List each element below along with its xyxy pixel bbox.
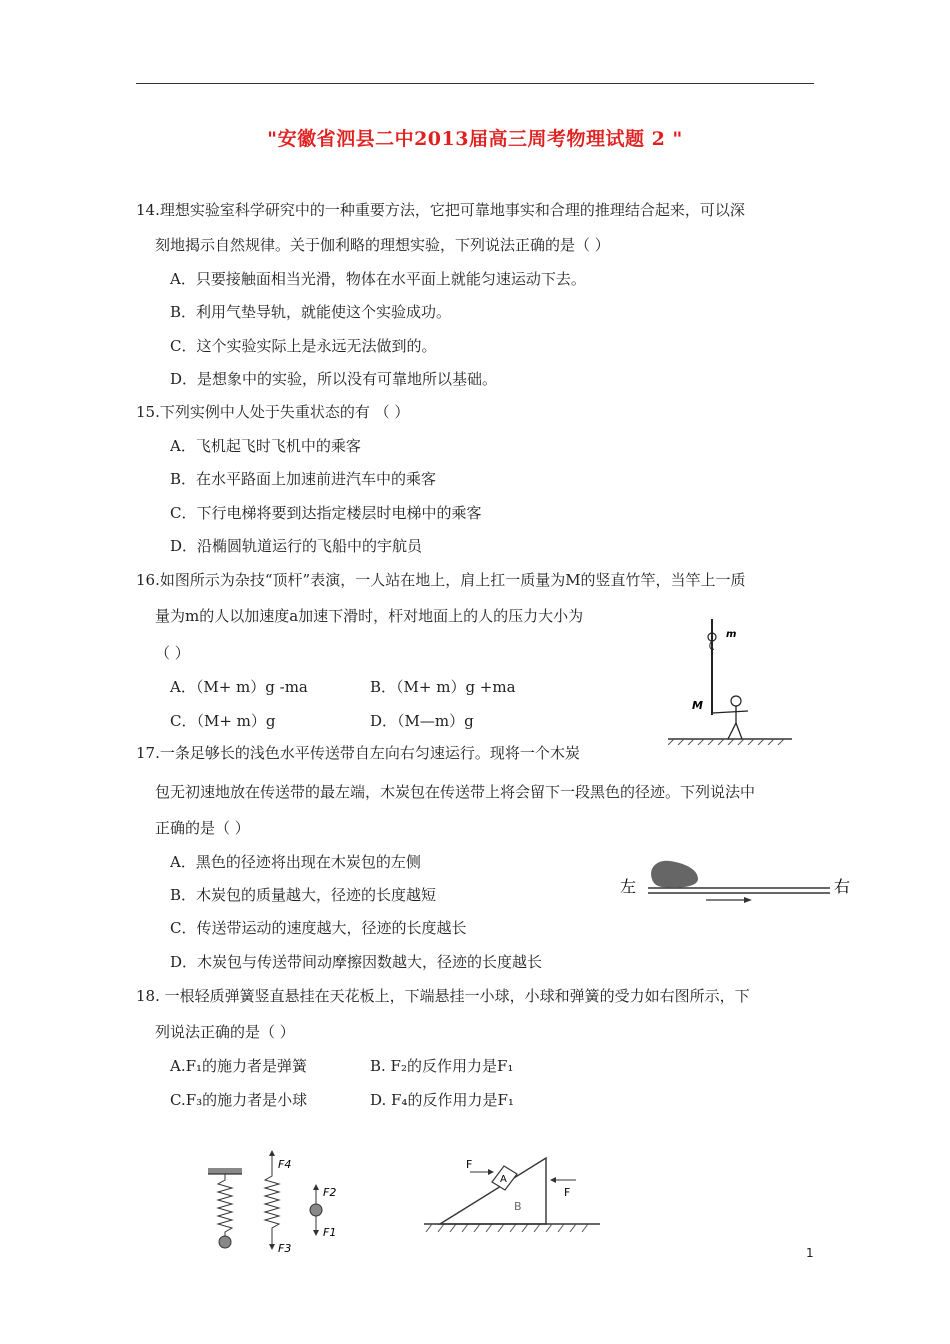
charcoal-bag bbox=[651, 861, 698, 888]
q15-option-a: A．飞机起飞时飞机中的乘客 bbox=[170, 437, 361, 455]
q15-option-b: B．在水平路面上加速前进汽车中的乘客 bbox=[170, 470, 437, 488]
label-left: 左 bbox=[620, 877, 637, 896]
incline-block-figure bbox=[422, 1152, 602, 1242]
q14-line2: 刻地揭示自然规律。关于伽利略的理想实验，下列说法正确的是（ ） bbox=[155, 236, 610, 254]
conveyor-belt-figure bbox=[618, 855, 858, 905]
q16-line2: 量为m的人以加速度a加速下滑时，杆对地面上的人的压力大小为 bbox=[155, 607, 584, 625]
q18-option-d: D. F₄的反作用力是F₁ bbox=[370, 1091, 514, 1109]
q16-option-a: A．（M+ m）g -ma bbox=[170, 678, 308, 696]
label-f-left: F bbox=[466, 1158, 473, 1171]
q17-option-d: D．木炭包与传送带间动摩擦因数越大，径迹的长度越长 bbox=[170, 953, 543, 971]
q16-option-b: B．（M+ m）g +ma bbox=[370, 678, 516, 696]
q14-option-a: A．只要接触面相当光滑，物体在水平面上就能匀速运动下去。 bbox=[170, 270, 586, 288]
label-f-right: F bbox=[564, 1186, 571, 1199]
q17-line2: 包无初速地放在传送带的最左端，木炭包在传送带上将会留下一段黑色的径迹。下列说法中 bbox=[155, 783, 756, 801]
q16-line1: 16.如图所示为杂技“顶杆”表演，一人站在地上，肩上扛一质量为M的竖直竹竿，当竿上一质 bbox=[136, 571, 746, 589]
q16-line3: （ ） bbox=[155, 644, 190, 662]
header-rule bbox=[136, 83, 814, 84]
q14-option-d: D．是想象中的实验，所以没有可靠地所以基础。 bbox=[170, 370, 498, 388]
q14-line1: 14.理想实验室科学研究中的一种重要方法，它把可靠地事实和合理的推理结合起来，可以深 bbox=[136, 201, 745, 219]
label-M: M bbox=[692, 699, 703, 712]
q17-option-a: A．黑色的径迹将出现在木炭包的左侧 bbox=[170, 853, 421, 871]
label-f3: F3 bbox=[278, 1242, 292, 1255]
q16-option-d: D．（M—m）g bbox=[370, 712, 474, 730]
q17-option-c: C．传送带运动的速度越大，径迹的长度越长 bbox=[170, 919, 467, 937]
label-right: 右 bbox=[834, 877, 851, 896]
q15-option-c: C．下行电梯将要到达指定楼层时电梯中的乘客 bbox=[170, 504, 482, 522]
q14-option-b: B．利用气垫导轨，就能使这个实验成功。 bbox=[170, 303, 452, 321]
q15-line1: 15.下列实例中人处于失重状态的有 （ ） bbox=[136, 403, 410, 421]
page-title: "安徽省泗县二中2013届高三周考物理试题 2 " bbox=[267, 128, 683, 150]
q17-line1: 17.一条足够长的浅色水平传送带自左向右匀速运行。现将一个木炭 bbox=[136, 744, 580, 762]
pole-climber-figure bbox=[668, 615, 798, 745]
page-number: 1 bbox=[806, 1246, 814, 1260]
spring-force-figure bbox=[200, 1148, 360, 1258]
q18-line2: 列说法正确的是（ ） bbox=[155, 1023, 295, 1041]
q18-line1: 18. 一根轻质弹簧竖直悬挂在天花板上，下端悬挂一小球，小球和弹簧的受力如右图所示，下 bbox=[136, 987, 750, 1005]
q14-option-c: C．这个实验实际上是永远无法做到的。 bbox=[170, 337, 437, 355]
q18-option-a: A.F₁的施力者是弹簧 bbox=[170, 1057, 308, 1075]
q17-line3: 正确的是（ ） bbox=[155, 819, 250, 837]
label-f4: F4 bbox=[278, 1158, 292, 1171]
label-f2: F2 bbox=[323, 1186, 337, 1199]
label-block-a: A bbox=[500, 1174, 507, 1185]
q17-option-b: B．木炭包的质量越大，径迹的长度越短 bbox=[170, 886, 437, 904]
label-m: m bbox=[726, 629, 737, 640]
q16-option-c: C．（M+ m）g bbox=[170, 712, 276, 730]
q18-option-b: B. F₂的反作用力是F₁ bbox=[370, 1057, 514, 1075]
q15-option-d: D．沿椭圆轨道运行的飞船中的宇航员 bbox=[170, 537, 423, 555]
label-block-b: B bbox=[514, 1200, 522, 1213]
label-f1: F1 bbox=[323, 1226, 337, 1239]
q18-option-c: C.F₃的施力者是小球 bbox=[170, 1091, 308, 1109]
